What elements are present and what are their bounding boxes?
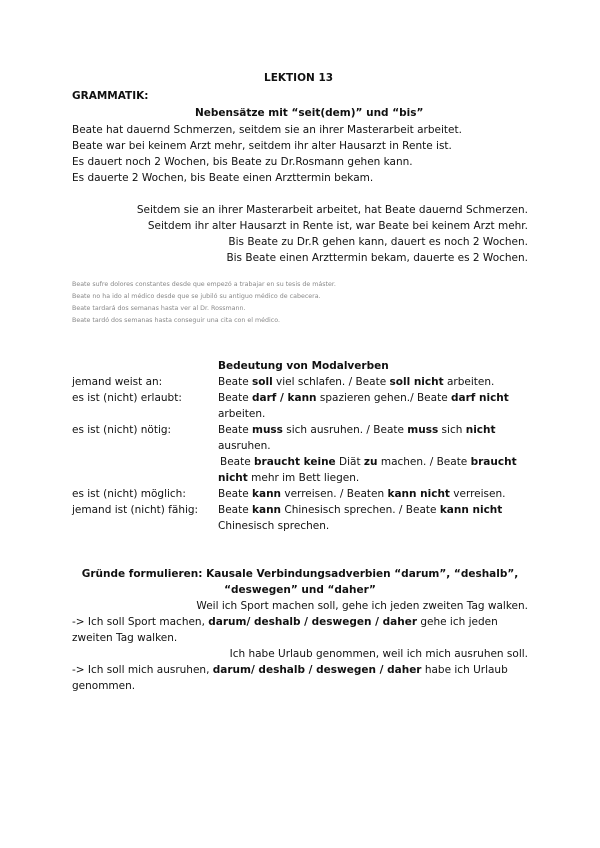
modal-example-cont: Chinesisch sprechen. <box>218 520 330 532</box>
modal-example: Beate kann Chinesisch sprechen. / Beate kann nicht <box>218 504 503 516</box>
sec3-line: genommen. <box>72 680 136 692</box>
sec3-heading: “deswegen” und “daher” <box>224 584 376 596</box>
sec1-inverted-line: Bis Beate einen Arzttermin bekam, dauerte es 2 Wochen. <box>226 252 528 264</box>
modal-label: es ist (nicht) nötig: <box>72 424 172 436</box>
sec1-heading: Nebensätze mit “seit(dem)” und “bis” <box>195 107 424 119</box>
sec3-line: -> Ich soll Sport machen, darum/ deshalb / deswegen / daher gehe ich jeden <box>72 616 498 628</box>
sec2-heading: Bedeutung von Modalverben <box>218 360 389 372</box>
sec3-line: Ich habe Urlaub genommen, weil ich mich ausruhen soll. <box>229 648 528 660</box>
modal-example: Beate kann verreisen. / Beaten kann nicht verreisen. <box>218 488 506 500</box>
sec3-line: Weil ich Sport machen soll, gehe ich jeden zweiten Tag walken. <box>196 600 528 612</box>
modal-example-cont: ausruhen. <box>218 440 271 452</box>
sec1-line: Es dauert noch 2 Wochen, bis Beate zu Dr.Rosmann gehen kann. <box>72 156 413 168</box>
sec1-inverted-line: Seitdem ihr alter Hausarzt in Rente ist, war Beate bei keinem Arzt mehr. <box>147 220 528 232</box>
modal-example: Beate darf / kann spazieren gehen./ Beate darf nicht <box>218 392 509 404</box>
modal-label: jemand ist (nicht) fähig: <box>72 504 199 516</box>
modal-label: es ist (nicht) möglich: <box>72 488 186 500</box>
modal-label: es ist (nicht) erlaubt: <box>72 392 182 404</box>
modal-example-cont: nicht mehr im Bett liegen. <box>218 472 360 484</box>
lesson-title: LEKTION 13 <box>264 72 334 84</box>
sec1-inverted-line: Seitdem sie an ihrer Masterarbeit arbeitet, hat Beate dauernd Schmerzen. <box>136 204 528 216</box>
translation-line: Beate sufre dolores constantes desde que empezó a trabajar en su tesis de máster. <box>72 281 336 288</box>
sec1-inverted-line: Bis Beate zu Dr.R gehen kann, dauert es noch 2 Wochen. <box>228 236 528 248</box>
modal-example: Beate muss sich ausruhen. / Beate muss sich nicht <box>218 424 496 436</box>
sec1-line: Beate hat dauernd Schmerzen, seitdem sie an ihrer Masterarbeit arbeitet. <box>72 124 462 136</box>
modal-label: jemand weist an: <box>72 376 163 388</box>
translation-line: Beate no ha ido al médico desde que se jubiló su antiguo médico de cabecera. <box>72 293 321 300</box>
sec1-line: Beate war bei keinem Arzt mehr, seitdem ihr alter Hausarzt in Rente ist. <box>72 140 452 152</box>
modal-example-cont: arbeiten. <box>218 408 266 420</box>
sec3-line: zweiten Tag walken. <box>72 632 178 644</box>
section-label: GRAMMATIK: <box>72 90 149 102</box>
modal-example: Beate soll viel schlafen. / Beate soll nicht arbeiten. <box>218 376 495 388</box>
sec3-line: -> Ich soll mich ausruhen, darum/ deshalb / deswegen / daher habe ich Urlaub <box>72 664 508 676</box>
modal-example: Beate braucht keine Diät zu machen. / Beate braucht <box>220 456 517 468</box>
translation-line: Beate tardará dos semanas hasta ver al Dr. Rossmann. <box>72 305 246 312</box>
translation-line: Beate tardó dos semanas hasta conseguir una cita con el médico. <box>72 317 280 324</box>
sec1-line: Es dauerte 2 Wochen, bis Beate einen Arzttermin bekam. <box>72 172 374 184</box>
sec3-heading: Gründe formulieren: Kausale Verbindungsadverbien “darum”, “deshalb”, <box>81 568 519 580</box>
